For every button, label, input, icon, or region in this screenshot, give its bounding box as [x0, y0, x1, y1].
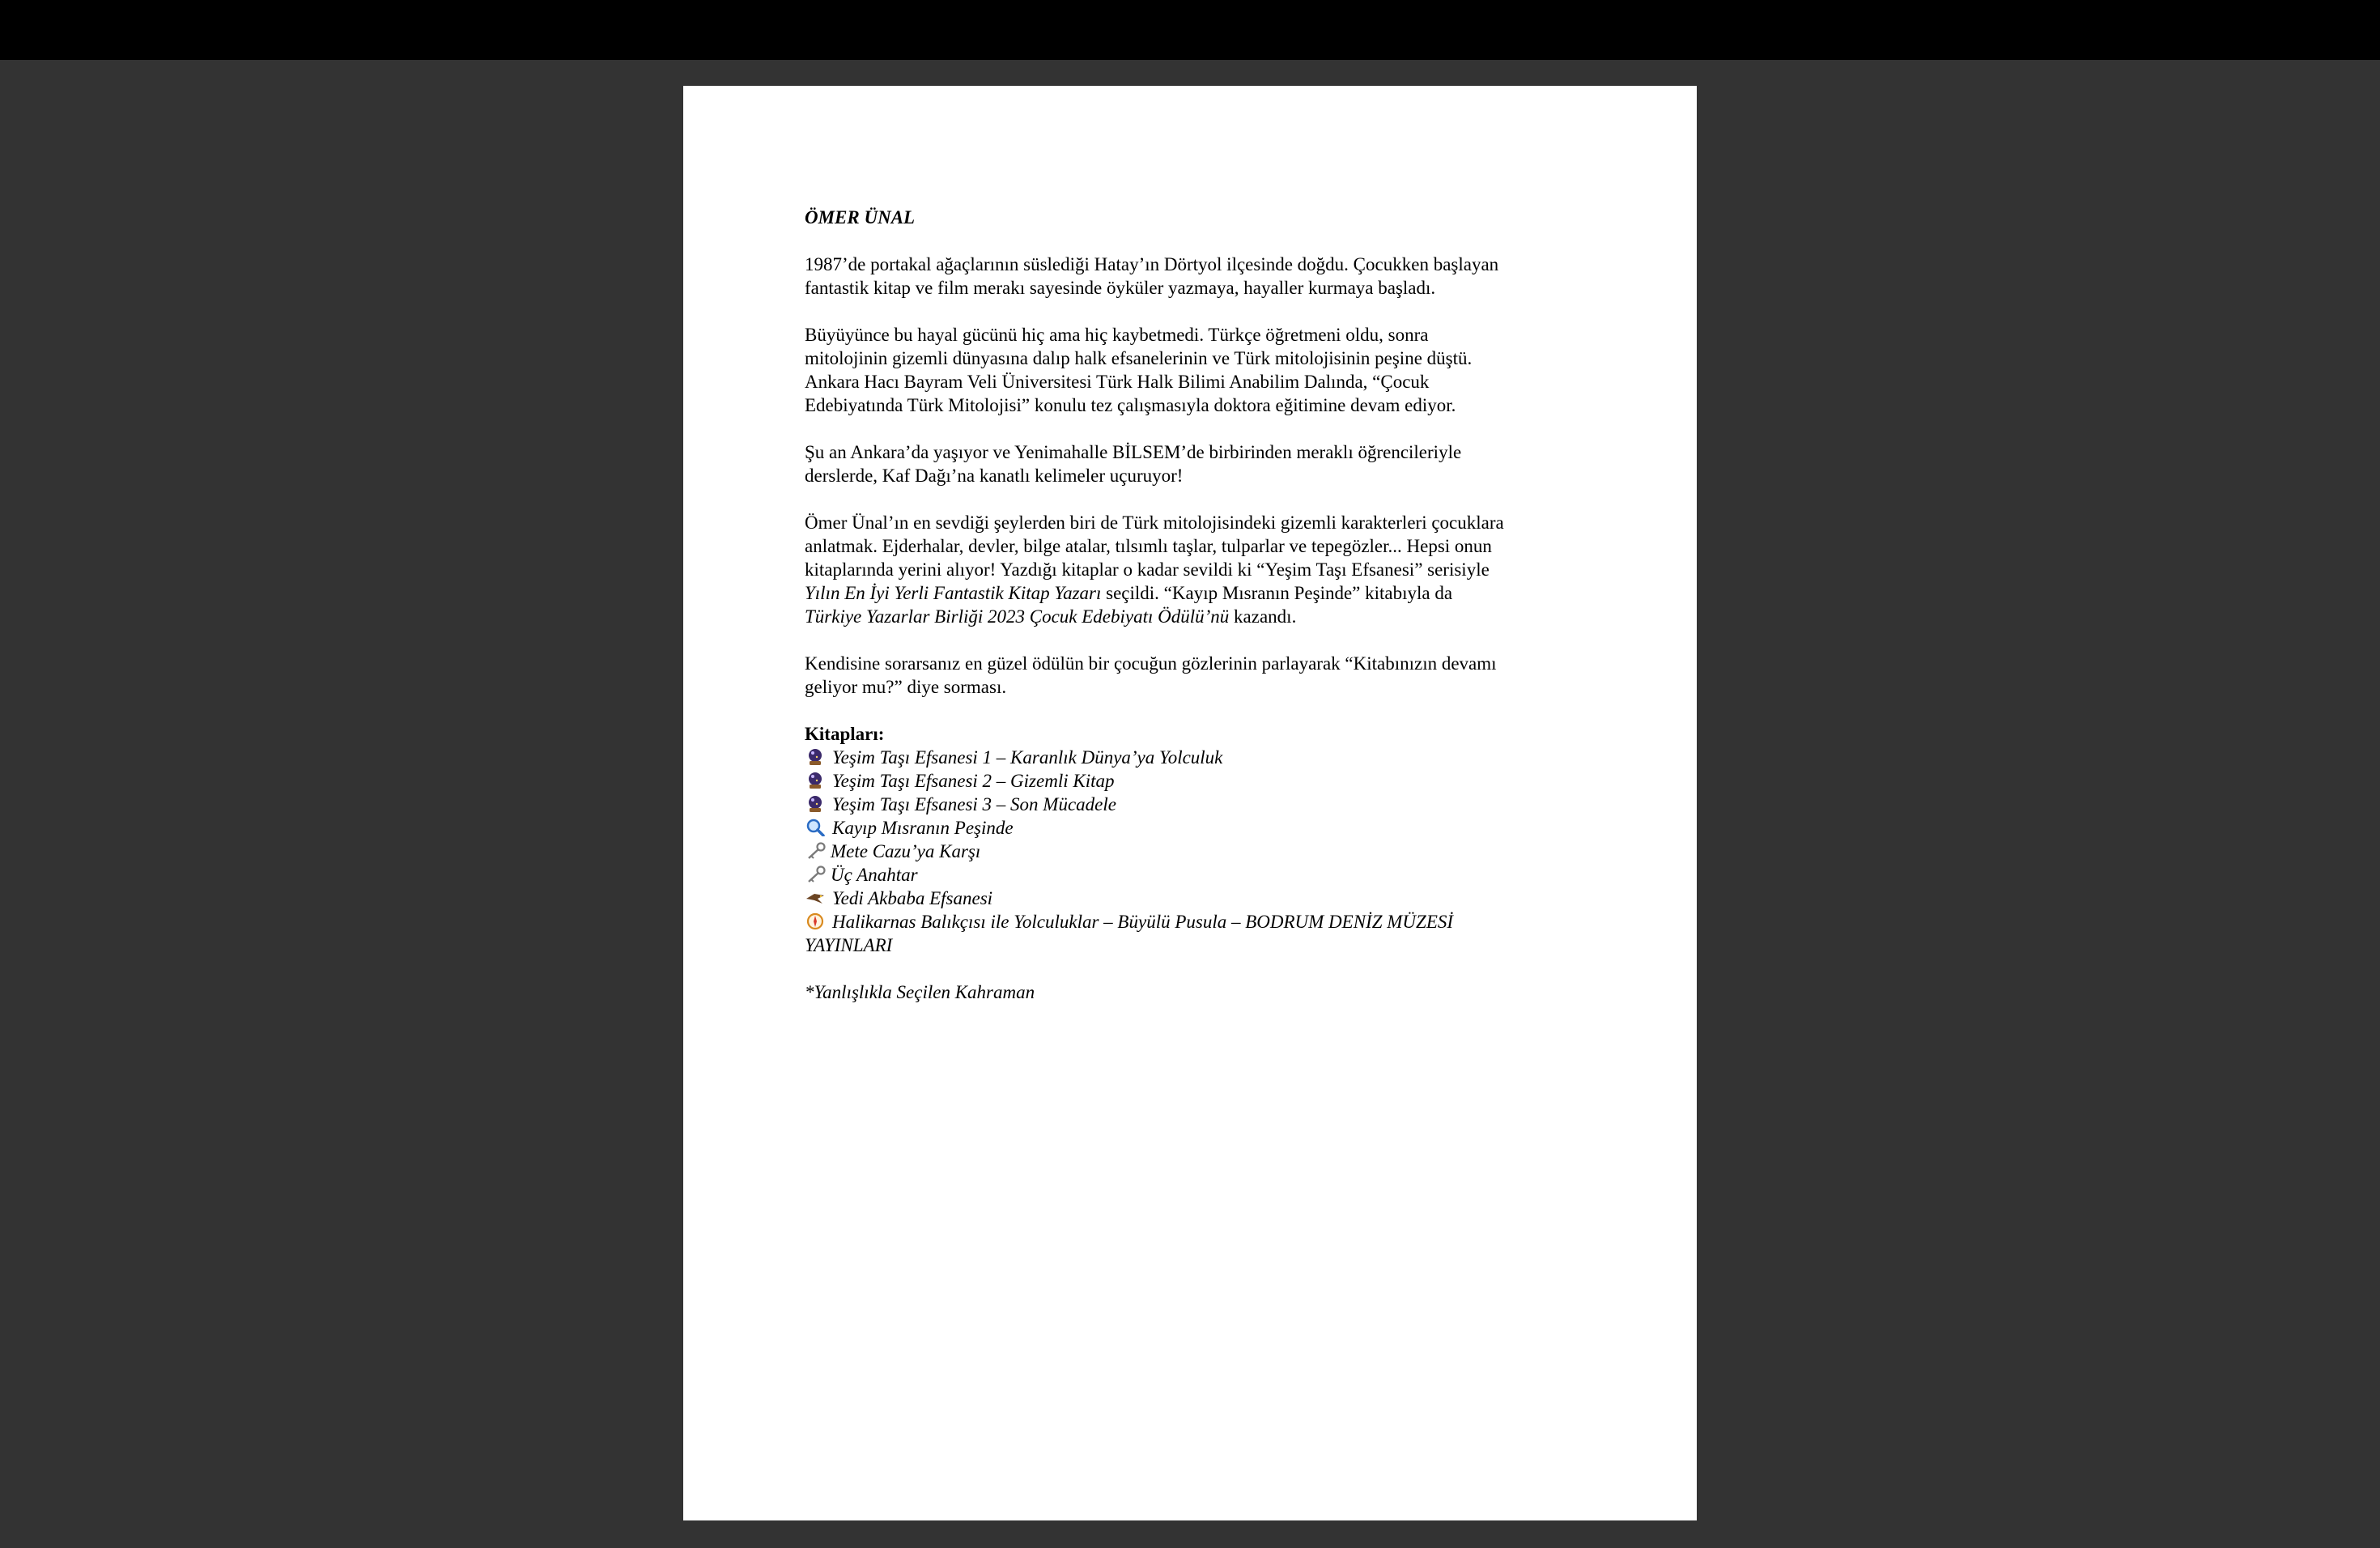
paragraph-line: Ankara Hacı Bayram Veli Üniversitesi Türk Halk Bilimi Anabilim Dalında, “Çocuk — [805, 372, 1430, 392]
bird-icon — [805, 889, 826, 907]
paragraph-line — [805, 581, 1614, 605]
compass-icon — [805, 912, 826, 930]
paragraph-line: kitaplarında yerini alıyor! Yazdığı kitaplar o kadar sevildi ki “Yeşim Taşı Efsanesi” serisiyle — [805, 559, 1490, 580]
crystal-ball-icon — [805, 795, 826, 813]
window-title-bar — [0, 0, 2380, 60]
book-title: Halikarnas Balıkçısı ile Yolculuklar – Büyülü Pusula – BODRUM DENİZ MÜZESİ — [832, 912, 1454, 932]
paragraph-line: mitolojinin gizemli dünyasına dalıp halk efsanelerinin ve Türk mitolojisinin peşine düştü. — [805, 348, 1473, 368]
book-title: Yedi Akbaba Efsanesi — [832, 888, 993, 908]
book-title: Kayıp Mısranın Peşinde — [832, 818, 1014, 838]
paragraph-line — [805, 605, 1614, 628]
paragraph-birth — [805, 253, 1614, 300]
crystal-ball-icon — [805, 748, 826, 766]
key-icon — [805, 842, 827, 860]
author-heading: ÖMER ÜNAL — [805, 207, 916, 228]
paragraph-line: Edebiyatında Türk Mitolojisi” konulu tez çalışmasıyla doktora eğitimine devam ediyor. — [805, 395, 1456, 415]
footer-note: *Yanlışlıkla Seçilen Kahraman — [805, 982, 1035, 1002]
magnifier-icon — [805, 819, 826, 836]
paragraph-quote — [805, 652, 1614, 699]
paragraph-line: derslerde, Kaf Dağı’na kanatlı kelimeler uçuruyor! — [805, 466, 1184, 486]
book-item — [805, 769, 1614, 793]
books-list — [805, 746, 1614, 957]
book-item — [805, 910, 1614, 933]
book-item — [805, 793, 1614, 816]
book-title-continuation: YAYINLARI — [805, 935, 893, 955]
book-title: Üç Anahtar — [831, 865, 918, 885]
paragraph-line: Şu an Ankara’da yaşıyor ve Yenimahalle BİLSEM’de birbirinden meraklı öğrencileriyle — [805, 442, 1462, 462]
book-title: Yeşim Taşı Efsanesi 1 – Karanlık Dünya’ya Yolculuk — [832, 747, 1223, 768]
paragraph-line: fantastik kitap ve film merakı sayesinde öyküler yazmaya, hayaller kurmaya başladı. — [805, 278, 1436, 298]
paragraph-line: Kendisine sorarsanız en güzel ödülün bir çocuğun gözlerinin parlayarak “Kitabınızın devamı — [805, 653, 1497, 674]
paragraph-education — [805, 323, 1614, 417]
page-content — [805, 206, 1614, 1004]
award-text: seçildi. “Kayıp Mısranın Peşinde” kitabıyla da — [1101, 583, 1453, 603]
document-page — [683, 86, 1697, 1520]
paragraph-line: Büyüyünce bu hayal gücünü hiç ama hiç kaybetmedi. Türkçe öğretmeni oldu, sonra — [805, 325, 1429, 345]
paragraph-current — [805, 440, 1614, 487]
book-title: Yeşim Taşı Efsanesi 2 – Gizemli Kitap — [832, 771, 1115, 791]
paragraph-line: 1987’de portakal ağaçlarının süslediği Hatay’ın Dörtyol ilçesinde doğdu. Çocukken başlayan — [805, 254, 1499, 274]
book-title: Yeşim Taşı Efsanesi 3 – Son Mücadele — [832, 794, 1116, 814]
paragraph-awards — [805, 511, 1614, 628]
paragraph-line: geliyor mu?” diye sorması. — [805, 677, 1007, 697]
award-title: Türkiye Yazarlar Birliği 2023 Çocuk Edebiyatı Ödülü’nü — [805, 606, 1230, 627]
book-item — [805, 816, 1614, 840]
paragraph-line: anlatmak. Ejderhalar, devler, bilge atalar, tılsımlı taşlar, tulparlar ve tepegözler... Hepsi onun — [805, 536, 1492, 556]
paragraph-line: Ömer Ünal’ın en sevdiği şeylerden biri de Türk mitolojisindeki gizemli karakterleri çocuklara — [805, 512, 1504, 533]
crystal-ball-icon — [805, 772, 826, 789]
key-icon — [805, 865, 827, 883]
book-item — [805, 746, 1614, 769]
book-item — [805, 887, 1614, 910]
book-item — [805, 840, 1614, 863]
book-item — [805, 863, 1614, 887]
award-text: kazandı. — [1229, 606, 1297, 627]
books-heading: Kitapları: — [805, 724, 885, 744]
award-title: Yılın En İyi Yerli Fantastik Kitap Yazarı — [805, 583, 1102, 603]
book-title: Mete Cazu’ya Karşı — [831, 841, 981, 861]
